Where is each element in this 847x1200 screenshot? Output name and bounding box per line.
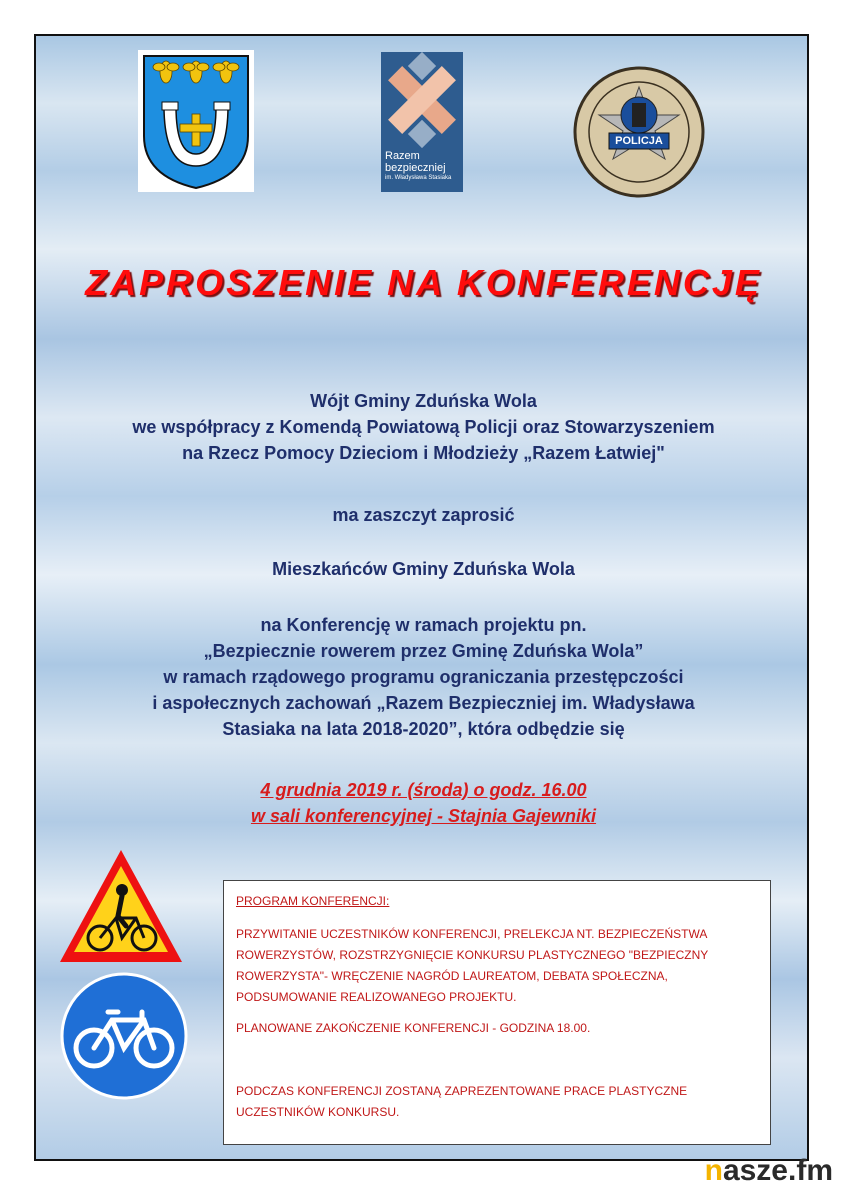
- program-item: PLANOWANE ZAKOŃCZENIE KONFERENCJI - GODZINA 18.00.: [236, 1021, 591, 1035]
- site-watermark: [705, 1154, 833, 1188]
- razem-logo-line1: Razem: [385, 150, 420, 162]
- program-box: [223, 880, 771, 1145]
- watermark-rest: asze.fm: [722, 1154, 833, 1187]
- razem-logo-line3: im. Władysława Stasiaka: [385, 175, 452, 181]
- razem-logo-line2: bezpieczniej: [385, 162, 446, 174]
- coat-of-arms-icon: [138, 50, 254, 192]
- project-line: w ramach rządowego programu ograniczania przestępczości: [163, 667, 684, 687]
- program-header: PROGRAM KONFERENCJI:: [236, 894, 390, 908]
- bicycle-path-sign-icon: [60, 972, 188, 1100]
- page-title: ZAPROSZENIE NA KONFERENCJĘ: [85, 262, 762, 303]
- intro-line: Wójt Gminy Zduńska Wola: [310, 391, 537, 411]
- event-place: w sali konferencyjnej - Stajnia Gajewniki: [250, 806, 597, 826]
- event-date: 4 grudnia 2019 r. (środa) o godz. 16.00: [260, 780, 587, 800]
- intro-line: na Rzecz Pomocy Dzieciom i Młodzieży „Razem Łatwiej": [182, 443, 665, 463]
- watermark-first: n: [704, 1154, 723, 1187]
- project-line: na Konferencję w ramach projektu pn.: [260, 615, 587, 635]
- invite-line: ma zaszczyt zaprosić: [332, 505, 515, 525]
- project-block: [60, 612, 787, 742]
- police-star-icon: [565, 65, 713, 199]
- program-item: PRZYWITANIE UCZESTNIKÓW KONFERENCJI, PRELEKCJA NT. BEZPIECZEŃSTWA ROWERZYSTÓW, ROZSTRZYGNIĘCIE KONKURSU PLASTYCZNEGO "BEZPIECZNY ROWERZYSTA"- WRĘCZENIE NAGRÓD LAUREATOM, DEBATA SPOŁECZNA, PODSUMOWANIE REALIZOWANEGO PROJEKTU.: [236, 927, 709, 1004]
- program-item: PODCZAS KONFERENCJI ZOSTANĄ ZAPREZENTOWANE PRACE PLASTYCZNE UCZESTNIKÓW KONKURSU.: [236, 1084, 688, 1119]
- intro-line: we współpracy z Komendą Powiatową Policji oraz Stowarzyszeniem: [132, 417, 715, 437]
- cyclist-warning-sign-icon: [56, 846, 186, 968]
- project-line: i aspołecznych zachowań „Razem Bezpieczniej im. Władysława: [152, 693, 695, 713]
- razem-bezpieczniej-logo-icon: [381, 52, 463, 192]
- audience-line: Mieszkańców Gminy Zduńska Wola: [272, 559, 575, 579]
- police-badge-label: POLICJA: [615, 135, 663, 147]
- project-line: Stasiaka na lata 2018-2020”, która odbędzie się: [222, 719, 625, 739]
- project-line: „Bezpiecznie rowerem przez Gminę Zduńska Wola”: [203, 641, 644, 661]
- intro-block: [60, 388, 787, 466]
